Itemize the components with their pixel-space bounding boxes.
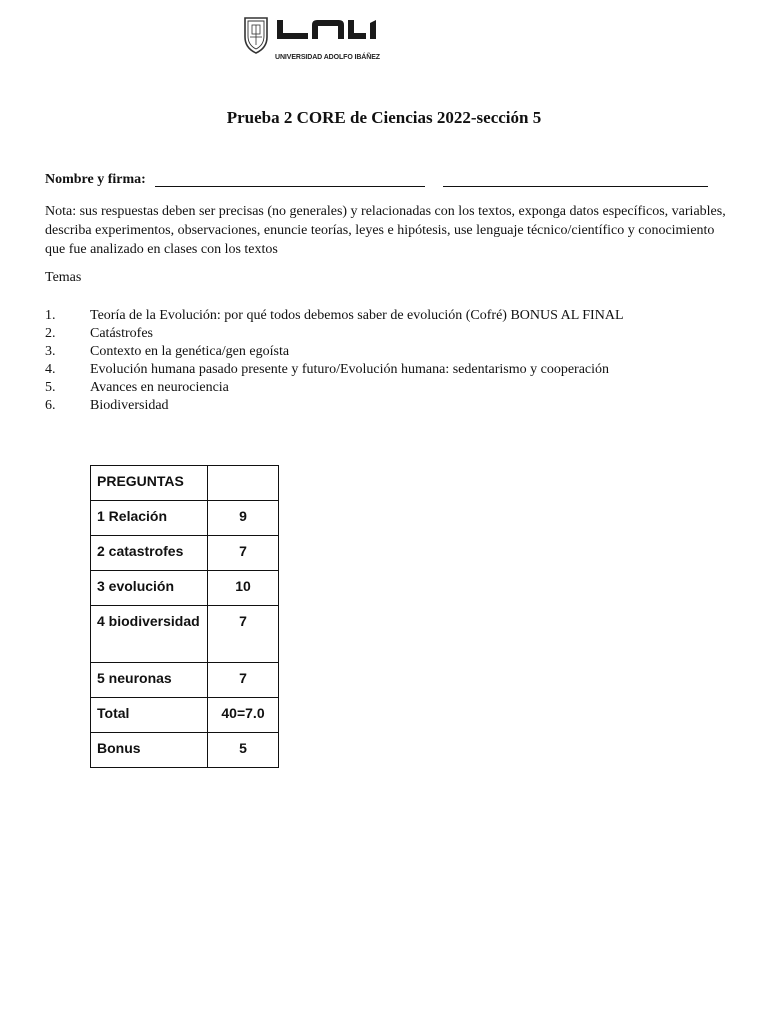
question-label: 3 evolución [91,571,208,606]
name-line [155,186,425,187]
table-row [91,466,279,501]
topics-heading: Temas [45,270,82,285]
bonus-points: 5 [208,733,279,768]
table-row [91,536,279,571]
page-title: Prueba 2 CORE de Ciencias 2022-sección 5 [226,108,542,127]
item-number: 2. [45,326,56,341]
questions-table [90,465,279,768]
table-row [91,571,279,606]
question-label: 5 neuronas [91,663,208,698]
name-signature-label: Nombre y firma: [45,172,146,187]
table-row [91,501,279,536]
item-text: Contexto en la genética/gen egoísta [90,344,290,359]
question-points: 7 [208,536,279,571]
item-number: 4. [45,362,56,377]
item-text: Evolución humana pasado presente y futuro/Evolución humana: sedentarismo y cooperación [90,362,610,377]
table-header: PREGUNTAS [91,466,208,501]
item-number: 1. [45,308,56,323]
item-number: 5. [45,380,56,395]
university-crest-icon [242,15,392,55]
total-points: 40=7.0 [208,698,279,733]
item-text: Teoría de la Evolución: por qué todos debemos saber de evolución (Cofré) BONUS AL FINAL [90,308,624,323]
question-points: 7 [208,663,279,698]
instructions-note: Nota: sus respuestas deben ser precisas (no generales) y relacionadas con los textos, exponga datos específicos, variables, describa experimentos, observaciones, enuncie teorías, leyes e hipótesis, use lenguaje técnico/científico y conocimiento que fue analizado en clases con los textos [45,204,726,257]
logo-text: UNIVERSIDAD ADOLFO IBÁÑEZ [275,54,380,61]
question-points: 7 [208,606,279,663]
table-row [91,663,279,698]
item-number: 6. [45,398,56,413]
university-logo [242,15,392,61]
bonus-label: Bonus [91,733,208,768]
table-cell [208,466,279,501]
item-text: Biodiversidad [90,398,169,413]
question-points: 10 [208,571,279,606]
total-label: Total [91,698,208,733]
item-text: Avances en neurociencia [90,380,229,395]
question-points: 9 [208,501,279,536]
question-label: 2 catastrofes [91,536,208,571]
table-row [91,698,279,733]
question-label: 4 biodiversidad [91,606,208,663]
item-text: Catástrofes [90,326,153,341]
question-label: 1 Relación [91,501,208,536]
signature-line [443,186,708,187]
table-row [91,733,279,768]
item-number: 3. [45,344,56,359]
table-row [91,606,279,663]
